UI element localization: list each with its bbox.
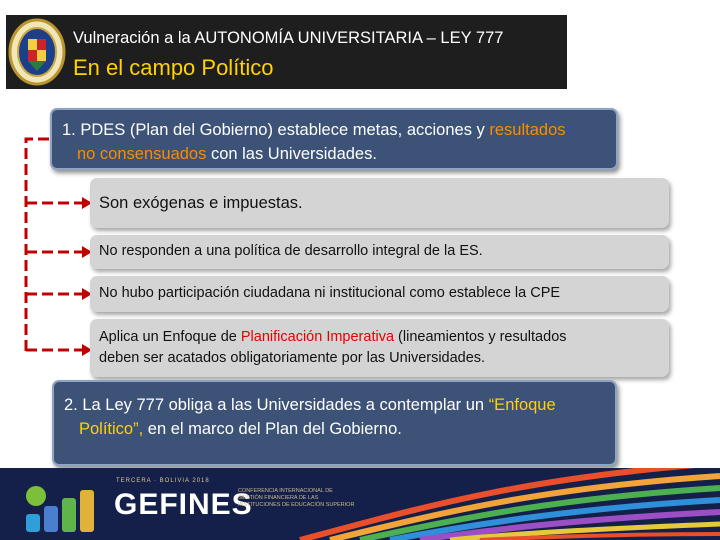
list-item-1: Son exógenas e impuestas. [90,178,669,228]
list-item-4: Aplica un Enfoque de Planificación Imperativa (lineamientos y resultados deben ser acatados obligatoriamente por las Universidades. [90,319,669,377]
highlight-planificacion: Planificación Imperativa [240,329,395,345]
slide-subtitle: En el campo Político [73,55,274,80]
list-item-2: No responden a una política de desarrollo integral de la ES. [90,235,669,269]
statement-box-1 [50,108,618,170]
statement-2-text: 2. La Ley 777 obliga a las Universidades a contemplar un “Enfoque Político”, en el marco del Plan del Gobierno. [64,396,556,438]
decorative-stripes [0,468,720,540]
slide-title: Vulneración a la AUTONOMÍA UNIVERSITARIA – LEY 777 [73,29,504,47]
list-item-3: No hubo participación ciudadana ni institucional como establece la CPE [90,276,669,312]
event-brand: GEFINES [114,488,253,521]
footer-banner [0,468,720,540]
highlight-resultados: resultados [489,121,566,139]
highlight-politico: Político”, [79,420,144,438]
statement-1-text: 1. PDES (Plan del Gobierno) establece metas, acciones y resultados no consensuados con las Universidades. [62,121,566,163]
statement-box-2 [52,380,617,466]
coin-stacks-icon [14,476,106,536]
event-description: CONFERENCIA INTERNACIONAL DE GESTIÓN FINANCIERA DE LAS INSTITUCIONES DE EDUCACIÓN SUPERIOR [238,488,355,508]
highlight-enfoque: “Enfoque [488,396,556,414]
event-year-line: TERCERA · BOLIVIA 2018 [116,478,210,484]
highlight-no-consensuados: no consensuados [77,145,207,163]
